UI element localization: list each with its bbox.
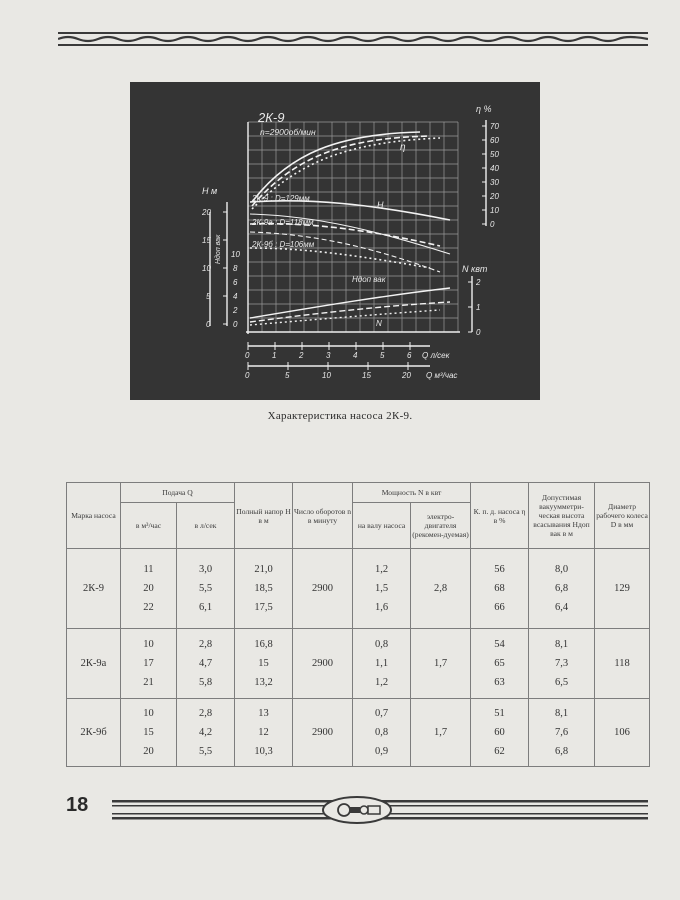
- q-ls-tick: 0: [245, 351, 250, 360]
- cell-value: 13,2: [254, 677, 273, 688]
- h-axis-unit: H м: [202, 186, 218, 196]
- q-ls-tick: 3: [326, 351, 331, 360]
- q-ls-tick: 1: [272, 351, 277, 360]
- cell-value: 15: [143, 727, 154, 738]
- curve-label-2k9b: 2К-9б : D=106мм: [252, 240, 315, 249]
- header-flow-m3: в м³/час: [121, 503, 177, 549]
- cell-head: [235, 629, 293, 699]
- eta-tick: 60: [490, 136, 499, 145]
- cell-rpm: 2900: [293, 549, 353, 629]
- header-power: Мощность N в квт: [353, 483, 471, 503]
- q-m3-tick: 10: [322, 371, 331, 380]
- cell-value: 60: [494, 727, 505, 738]
- cell-head: [235, 549, 293, 629]
- q-m3-label: Q м³/час: [426, 371, 458, 380]
- cell-value: 18,5: [254, 583, 273, 594]
- cell-value: 5,5: [198, 746, 213, 757]
- h-curve-label: H: [377, 200, 384, 210]
- q-ls-tick: 2: [299, 351, 304, 360]
- cell-value: 68: [494, 583, 505, 594]
- cell-value: 22: [143, 602, 154, 613]
- cell-value: 63: [494, 677, 505, 688]
- h-tick: 10: [202, 264, 211, 273]
- cell-value: 10,3: [254, 746, 273, 757]
- hvac-tick: 4: [233, 292, 238, 301]
- eta-tick: 30: [490, 178, 499, 187]
- cell-value: 0,8: [374, 639, 389, 650]
- n-axis-unit: N квт: [462, 264, 488, 274]
- cell-flow-m3: [121, 699, 177, 767]
- figure-speed: n=2900об/мин: [260, 127, 316, 137]
- eta-tick: 0: [490, 220, 495, 229]
- n-curve-label: N: [376, 319, 382, 328]
- curve-label-2k9: 2К-9 : D=129мм: [252, 194, 310, 203]
- q-ls-tick: 6: [407, 351, 412, 360]
- cell-flow-ls: [177, 549, 235, 629]
- cell-value: 1,2: [374, 564, 389, 575]
- eta-tick: 20: [490, 192, 499, 201]
- cell-value: 65: [494, 658, 505, 669]
- cell-brand: 2К-9: [67, 549, 121, 629]
- cell-vacuum: [529, 629, 595, 699]
- cell-value: 4,7: [198, 658, 213, 669]
- cell-value: 3,0: [198, 564, 213, 575]
- header-diameter: Диаметр рабочего колеса D в мм: [595, 483, 650, 549]
- cell-flow-m3: [121, 629, 177, 699]
- cell-value: 6,8: [554, 583, 569, 594]
- cell-value: 51: [494, 708, 505, 719]
- cell-value: 1,6: [374, 602, 389, 613]
- cell-value: 0,9: [374, 746, 389, 757]
- header-vacuum: Допустимая вакуумметри-ческая высота всасывания Hдоп вак в м: [529, 483, 595, 549]
- cell-value: 17,5: [254, 602, 273, 613]
- cell-diameter: 118: [595, 629, 650, 699]
- hvac-tick: 6: [233, 278, 238, 287]
- cell-rpm: 2900: [293, 699, 353, 767]
- cell-value: 11: [143, 564, 154, 575]
- header-rpm: Число оборотов n в минуту: [293, 483, 353, 549]
- h-tick: 20: [202, 208, 211, 217]
- h-tick: 0: [206, 320, 211, 329]
- cell-power-motor: 2,8: [411, 549, 471, 629]
- table-row: [67, 629, 650, 699]
- n-tick: 2: [476, 278, 481, 287]
- cell-value: 6,8: [554, 746, 569, 757]
- cell-value: 10: [143, 708, 154, 719]
- cell-value: 66: [494, 602, 505, 613]
- q-ls-tick: 5: [380, 351, 385, 360]
- header-flow-ls: в л/сек: [177, 503, 235, 549]
- curve-label-2k9a: 2К-9а : D=118мм: [252, 218, 314, 227]
- eta-tick: 70: [490, 122, 499, 131]
- figure-caption: Характеристика насоса 2К-9.: [267, 410, 413, 422]
- top-ornamental-rule: [58, 32, 648, 46]
- cell-value: 6,1: [198, 602, 213, 613]
- cell-vacuum: [529, 549, 595, 629]
- cell-brand: 2К-9а: [67, 629, 121, 699]
- cell-value: 6,4: [554, 602, 569, 613]
- cell-value: 8,1: [554, 708, 569, 719]
- table-row: [67, 549, 650, 629]
- cell-value: 1,1: [374, 658, 389, 669]
- cell-flow-m3: [121, 549, 177, 629]
- q-m3-tick: 15: [362, 371, 371, 380]
- cell-head: [235, 699, 293, 767]
- header-power-motor: электро-двигателя (рекомен-дуемая): [411, 503, 471, 549]
- cell-value: 13: [258, 708, 269, 719]
- cell-value: 8,0: [554, 564, 569, 575]
- cell-efficiency: [471, 699, 529, 767]
- hvac-tick: 2: [233, 306, 238, 315]
- eta-curve-label: η: [400, 142, 406, 153]
- cell-value: 10: [143, 639, 154, 650]
- cell-power-shaft: [353, 699, 411, 767]
- hvac-axis-label: Hдоп вак: [215, 234, 222, 264]
- cell-value: 56: [494, 564, 505, 575]
- cell-value: 2,8: [198, 639, 213, 650]
- cell-brand: 2К-9б: [67, 699, 121, 767]
- cell-efficiency: [471, 549, 529, 629]
- cell-value: 1,2: [374, 677, 389, 688]
- cell-value: 1,5: [374, 583, 389, 594]
- pump-specification-table: [66, 482, 650, 767]
- q-m3-tick: 0: [245, 371, 250, 380]
- cell-value: 20: [143, 746, 154, 757]
- hvac-tick: 0: [233, 320, 238, 329]
- cell-value: 54: [494, 639, 505, 650]
- eta-tick: 50: [490, 150, 499, 159]
- cell-value: 20: [143, 583, 154, 594]
- header-head: Полный напор H в м: [235, 483, 293, 549]
- header-flow: Подача Q: [121, 483, 235, 503]
- cell-value: 15: [258, 658, 269, 669]
- pump-characteristic-figure: [130, 82, 540, 400]
- cell-rpm: 2900: [293, 629, 353, 699]
- cell-diameter: 106: [595, 699, 650, 767]
- cell-power-shaft: [353, 629, 411, 699]
- h-tick: 5: [206, 292, 211, 301]
- cell-power-motor: 1,7: [411, 699, 471, 767]
- n-tick: 0: [476, 328, 481, 337]
- q-ls-label: Q л/сек: [422, 351, 450, 360]
- cell-value: 0,7: [374, 708, 389, 719]
- cell-power-shaft: [353, 549, 411, 629]
- eta-tick: 10: [490, 206, 499, 215]
- hvac-curve-label: Hдоп вак: [352, 275, 386, 284]
- hvac-tick: 8: [233, 264, 238, 273]
- header-power-shaft: на валу насоса: [353, 503, 411, 549]
- q-m3-tick: 5: [285, 371, 290, 380]
- cell-vacuum: [529, 699, 595, 767]
- cell-value: 0,8: [374, 727, 389, 738]
- page-number: 18: [66, 794, 89, 816]
- cell-value: 16,8: [254, 639, 273, 650]
- q-m3-tick: 20: [402, 371, 411, 380]
- hvac-tick: 10: [231, 250, 240, 259]
- cell-flow-ls: [177, 699, 235, 767]
- cell-value: 7,6: [554, 727, 569, 738]
- cell-value: 4,2: [198, 727, 213, 738]
- cell-value: 6,5: [554, 677, 569, 688]
- cell-value: 62: [494, 746, 505, 757]
- eta-axis-unit: η %: [476, 104, 492, 114]
- q-ls-tick: 4: [353, 351, 358, 360]
- cell-value: 12: [258, 727, 269, 738]
- cell-power-motor: 1,7: [411, 629, 471, 699]
- header-brand: Марка насоса: [67, 483, 121, 549]
- cell-flow-ls: [177, 629, 235, 699]
- eta-tick: 40: [490, 164, 499, 173]
- figure-title: 2К-9: [258, 110, 285, 125]
- cell-value: 2,8: [198, 708, 213, 719]
- h-tick: 15: [202, 236, 211, 245]
- cell-value: 21: [143, 677, 154, 688]
- cell-value: 17: [143, 658, 154, 669]
- bottom-ornamental-rule: [112, 795, 648, 825]
- cell-diameter: 129: [595, 549, 650, 629]
- table-row: [67, 699, 650, 767]
- cell-value: 7,3: [554, 658, 569, 669]
- cell-value: 8,1: [554, 639, 569, 650]
- cell-value: 5,5: [198, 583, 213, 594]
- cell-value: 21,0: [254, 564, 273, 575]
- cell-value: 5,8: [198, 677, 213, 688]
- n-tick: 1: [476, 303, 481, 312]
- cell-efficiency: [471, 629, 529, 699]
- header-efficiency: К. п. д. насоса η в %: [471, 483, 529, 549]
